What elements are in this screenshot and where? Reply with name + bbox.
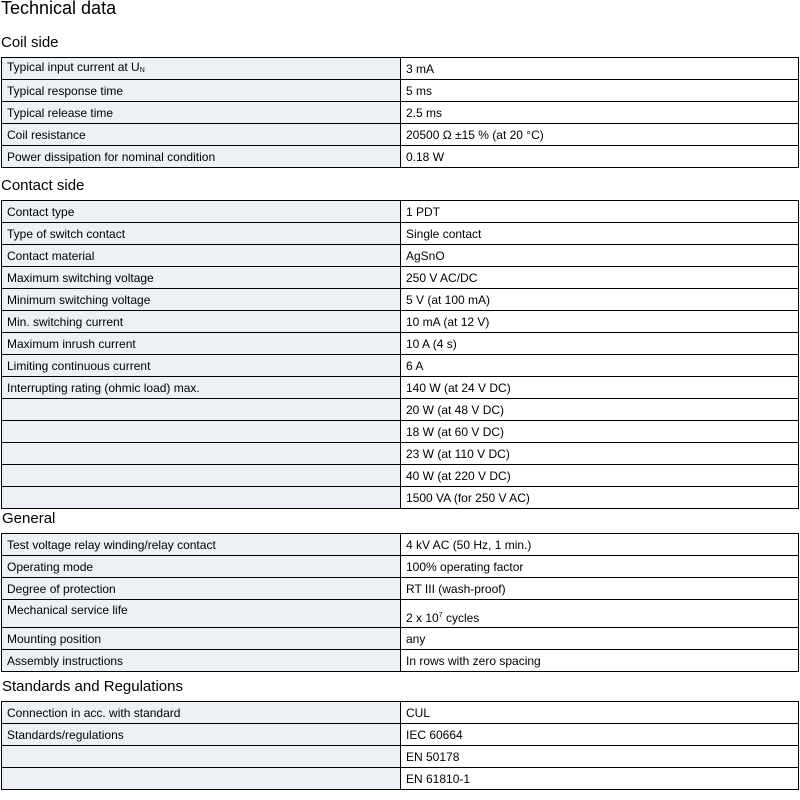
row-value: 1500 VA (for 250 V AC): [401, 487, 799, 509]
table-row: [2, 146, 799, 168]
row-value: IEC 60664: [401, 724, 799, 746]
row-label: [2, 399, 401, 421]
row-label: Contact material: [2, 245, 401, 267]
row-value-superscript: 7: [438, 612, 443, 619]
general-table: [1, 533, 799, 672]
row-value: 3 mA: [401, 58, 799, 80]
table-row: [2, 746, 799, 768]
row-value: EN 61810-1: [401, 768, 799, 790]
row-value: 2.5 ms: [401, 102, 799, 124]
row-label: Maximum inrush current: [2, 333, 401, 355]
contact-side-heading: Contact side: [1, 177, 85, 194]
page-title: Technical data: [1, 0, 117, 18]
row-value: 140 W (at 24 V DC): [401, 377, 799, 399]
table-row: [2, 333, 799, 355]
row-value: 6 A: [401, 355, 799, 377]
row-label: Contact type: [2, 201, 401, 223]
row-label: Typical response time: [2, 80, 401, 102]
standards-table: [1, 701, 799, 790]
row-value: 4 kV AC (50 Hz, 1 min.): [401, 534, 799, 556]
row-label: Mechanical service life: [2, 600, 401, 628]
table-row: [2, 58, 799, 80]
table-row: [2, 377, 799, 399]
row-value: AgSnO: [401, 245, 799, 267]
coil-side-heading: Coil side: [1, 34, 59, 51]
row-label: Minimum switching voltage: [2, 289, 401, 311]
row-label: Assembly instructions: [2, 650, 401, 672]
row-value: 10 A (4 s): [401, 333, 799, 355]
row-value-text: 2 x 10: [406, 611, 439, 625]
row-label: Type of switch contact: [2, 223, 401, 245]
table-row: [2, 628, 799, 650]
table-row: [2, 124, 799, 146]
table-row: [2, 702, 799, 724]
row-value: CUL: [401, 702, 799, 724]
row-value: 23 W (at 110 V DC): [401, 443, 799, 465]
row-label: Degree of protection: [2, 578, 401, 600]
row-label: Standards/regulations: [2, 724, 401, 746]
general-heading: General: [2, 510, 56, 527]
row-label-text: Typical input current at U: [7, 59, 140, 74]
row-value: 0.18 W: [401, 146, 799, 168]
row-label: Operating mode: [2, 556, 401, 578]
row-label: Power dissipation for nominal condition: [2, 146, 401, 168]
row-label: Mounting position: [2, 628, 401, 650]
table-row: [2, 355, 799, 377]
row-label: Min. switching current: [2, 311, 401, 333]
table-row: [2, 267, 799, 289]
row-label: Connection in acc. with standard: [2, 702, 401, 724]
row-value: 20 W (at 48 V DC): [401, 399, 799, 421]
row-value-suffix: cycles: [442, 611, 480, 625]
row-label: [2, 443, 401, 465]
contact-side-table: [1, 200, 799, 509]
table-row: [2, 578, 799, 600]
row-label-subscript: N: [139, 66, 145, 74]
table-row: [2, 487, 799, 509]
row-value: 20500 Ω ±15 % (at 20 °C): [401, 124, 799, 146]
table-row: [2, 102, 799, 124]
row-value: 1 PDT: [401, 201, 799, 223]
row-value: 250 V AC/DC: [401, 267, 799, 289]
row-value: 18 W (at 60 V DC): [401, 421, 799, 443]
row-value: 5 ms: [401, 80, 799, 102]
row-value: Single contact: [401, 223, 799, 245]
row-label: [2, 487, 401, 509]
table-row: [2, 768, 799, 790]
row-label: Maximum switching voltage: [2, 267, 401, 289]
table-row: [2, 311, 799, 333]
table-row: [2, 421, 799, 443]
row-value: 10 mA (at 12 V): [401, 311, 799, 333]
row-label: Interrupting rating (ohmic load) max.: [2, 377, 401, 399]
row-label: Test voltage relay winding/relay contact: [2, 534, 401, 556]
table-row: [2, 399, 799, 421]
row-value: In rows with zero spacing: [401, 650, 799, 672]
row-label: [2, 58, 401, 80]
row-value: any: [401, 628, 799, 650]
row-value: 100% operating factor: [401, 556, 799, 578]
row-label: [2, 421, 401, 443]
table-row: [2, 443, 799, 465]
row-value: EN 50178: [401, 746, 799, 768]
coil-side-table: [1, 57, 799, 168]
table-row: [2, 223, 799, 245]
row-label: [2, 768, 401, 790]
row-value: RT III (wash-proof): [401, 578, 799, 600]
row-label: [2, 746, 401, 768]
row-value: [401, 600, 799, 628]
table-row: [2, 600, 799, 628]
table-row: [2, 245, 799, 267]
standards-heading: Standards and Regulations: [2, 678, 183, 695]
row-label: [2, 465, 401, 487]
row-label: Coil resistance: [2, 124, 401, 146]
row-label: Limiting continuous current: [2, 355, 401, 377]
row-value: 40 W (at 220 V DC): [401, 465, 799, 487]
table-row: [2, 650, 799, 672]
table-row: [2, 534, 799, 556]
table-row: [2, 80, 799, 102]
row-label: Typical release time: [2, 102, 401, 124]
table-row: [2, 201, 799, 223]
row-value: 5 V (at 100 mA): [401, 289, 799, 311]
table-row: [2, 289, 799, 311]
table-row: [2, 465, 799, 487]
table-row: [2, 556, 799, 578]
table-row: [2, 724, 799, 746]
